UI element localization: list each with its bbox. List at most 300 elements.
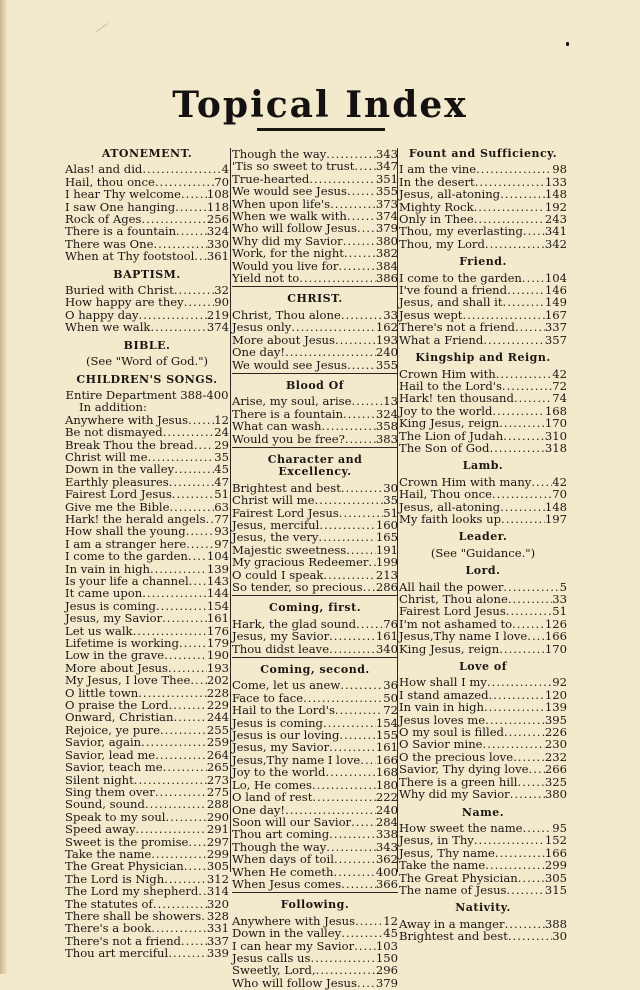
dot-leader [151, 922, 207, 934]
entry-number: 305 [544, 870, 567, 885]
entry-title: Thou, my everlasting [399, 224, 523, 239]
dot-leader [518, 776, 545, 788]
dot-leader [522, 272, 545, 284]
entry-number: 314 [206, 884, 229, 899]
entry-title: My Jesus, I love Thee [65, 673, 191, 688]
dot-leader [321, 420, 375, 432]
page-title: Topical Index [172, 84, 468, 126]
dot-leader [514, 392, 552, 404]
entry-number: 154 [375, 715, 398, 730]
entry-title: Away in a manger [399, 916, 505, 931]
entry-title: Rock of Ages [65, 212, 142, 227]
entry-number: 266 [544, 762, 567, 777]
entry-title: When at Thy footstool [65, 249, 195, 264]
entry-title: Jesus, and shall it [399, 295, 503, 310]
entry-number: 70 [214, 174, 229, 189]
dot-leader [485, 859, 545, 871]
dot-leader [179, 637, 207, 649]
entry-number: 70 [552, 487, 567, 502]
dot-leader [169, 699, 207, 711]
entry-number: 380 [544, 787, 567, 802]
dot-leader [163, 426, 215, 438]
entry-title: Is your life a channel [65, 574, 189, 588]
title-rule [257, 128, 385, 131]
entry-number: 340 [375, 641, 398, 656]
index-entry [65, 225, 229, 237]
entry-number: 166 [375, 752, 398, 767]
entry-title: O could I speak [232, 567, 324, 582]
entry-title: Break Thou the bread [65, 437, 194, 452]
index-entry [399, 788, 567, 800]
entry-title: Down in the valley [232, 926, 342, 941]
entry-number: 139 [206, 561, 229, 576]
index-entry [399, 884, 567, 896]
entry-number: 342 [544, 236, 567, 251]
index-entry [399, 442, 567, 454]
entry-title: Why did my Savior [232, 233, 343, 248]
entry-number: 104 [206, 549, 229, 564]
entry-number: 219 [206, 307, 229, 322]
entry-number: 50 [383, 690, 398, 705]
dot-leader [141, 736, 207, 748]
entry-number: 166 [544, 629, 567, 644]
section-heading: Kingship and Reign. [415, 351, 551, 365]
index-entry [399, 417, 567, 429]
index-entry [65, 736, 229, 748]
entry-title: Jesus, Thy name [399, 845, 495, 860]
entry-title: Jesus, my Savior [65, 611, 163, 626]
index-entry [232, 828, 398, 840]
index-entry [65, 761, 229, 773]
entry-title: Arise, my soul, arise [232, 394, 352, 409]
entry-number: 343 [375, 147, 398, 161]
index-entry [399, 392, 567, 404]
entry-number: 51 [383, 505, 398, 520]
entry-number: 244 [206, 710, 229, 725]
entry-title: I'm not ashamed to [399, 616, 513, 631]
index-entry [399, 630, 567, 642]
entry-title: So tender, so precious [232, 580, 363, 594]
entry-title: O happy day [65, 307, 139, 322]
entry-title: O little town [65, 685, 139, 700]
entry-title: Sound, sound [65, 797, 145, 812]
entry-title: When upon life's [232, 196, 331, 211]
entry-title: I saw One hanging [65, 199, 176, 214]
entry-number: 240 [375, 345, 398, 360]
entry-number: 30 [383, 480, 398, 495]
entry-number: 264 [206, 747, 229, 762]
entry-title: O praise the Lord [65, 698, 169, 713]
entry-title: O the precious love [399, 749, 514, 764]
entry-number: 243 [544, 212, 567, 227]
entry-number: 150 [375, 950, 398, 965]
entry-number: 170 [544, 416, 567, 431]
entry-title: Come, let us anew [232, 678, 341, 693]
entry-title: I can hear my Savior [232, 938, 355, 953]
entry-title: Sweetly, Lord, [232, 963, 316, 978]
entry-title: What can wash [232, 419, 322, 434]
entry-title: Jesus wept [399, 307, 463, 322]
entry-number: 148 [544, 187, 567, 202]
entry-title: Jesus only [232, 320, 292, 335]
index-entry [399, 163, 567, 175]
dot-leader [172, 488, 214, 500]
entry-number: 325 [544, 774, 567, 789]
entry-title: Let us walk [65, 623, 133, 638]
entry-number: 312 [206, 871, 229, 886]
entry-number: 30 [552, 929, 567, 944]
index-entry [232, 433, 398, 445]
dot-leader [176, 225, 207, 237]
entry-number: 161 [206, 611, 229, 626]
entry-title: Jesus, merciful [232, 517, 320, 532]
entry-number: 180 [375, 777, 398, 792]
index-entry [65, 823, 229, 835]
entry-title: Lifetime is working [65, 636, 179, 651]
entry-title: O Savior mine [399, 737, 483, 752]
entry-title: How shall I my [399, 675, 487, 690]
entry-number: 299 [206, 846, 229, 861]
dot-leader [351, 395, 383, 407]
entry-number: 95 [552, 820, 567, 835]
entry-title: Joy to the world [232, 765, 326, 780]
dot-leader [319, 519, 376, 531]
dot-leader [184, 860, 207, 872]
dot-leader [314, 494, 383, 506]
dot-leader [505, 918, 545, 930]
entry-number: 373 [375, 196, 398, 211]
index-entry [232, 878, 398, 890]
entry-title: Onward, Christian [65, 710, 174, 725]
entry-number: 355 [375, 357, 398, 372]
entry-title: There is a fountain [232, 406, 344, 421]
entry-number: 36 [383, 678, 398, 693]
entry-title: Silent night [65, 772, 134, 787]
section-heading: Lamb. [462, 459, 504, 473]
dot-leader [506, 605, 552, 617]
entry-title: I've found a friend [399, 283, 508, 298]
dot-leader [351, 816, 376, 828]
entry-title: My gracious Redeemer [232, 555, 369, 570]
entry-title: Yield not to [232, 271, 300, 286]
entry-number: 108 [206, 187, 229, 202]
entry-number: 320 [206, 896, 229, 911]
entry-title: Anywhere with Jesus [65, 412, 189, 427]
dot-leader [499, 417, 545, 429]
entry-title: Lo, He comes [232, 777, 312, 792]
entry-number: 305 [206, 859, 229, 874]
dot-leader [492, 488, 552, 500]
entry-number: 296 [375, 963, 398, 978]
entry-title: I come to the garden [399, 270, 522, 285]
index-entry [65, 321, 229, 333]
entry-number: 170 [544, 641, 567, 656]
dot-leader [338, 260, 375, 272]
section-rule [232, 286, 398, 287]
index-entry [65, 885, 229, 897]
index-entry [65, 188, 229, 200]
dot-leader [188, 836, 206, 848]
entry-number: 341 [544, 224, 567, 239]
entry-title: Christ, Thou alone [232, 307, 341, 322]
entry-number: 154 [206, 598, 229, 613]
index-entry [399, 296, 567, 308]
dot-leader [354, 160, 375, 172]
dot-leader [483, 738, 545, 750]
dot-leader [499, 643, 545, 655]
index-entry [65, 711, 229, 723]
entry-number: 395 [544, 712, 567, 727]
dot-leader [518, 872, 545, 884]
dot-leader [329, 741, 376, 753]
section-note: (See "Word of God.") [85, 354, 209, 369]
entry-number: 351 [375, 171, 398, 186]
entry-number: 362 [375, 852, 398, 867]
section-rule [232, 595, 398, 596]
entry-title: Only in Thee [399, 212, 474, 227]
entry-number: 229 [206, 698, 229, 713]
entry-title: Anywhere with Jesus [232, 913, 356, 928]
entry-title: The Lord is Nigh [65, 871, 165, 886]
entry-title: Alas! and did [65, 162, 143, 177]
entry-number: 42 [552, 474, 567, 489]
entry-number: 168 [375, 765, 398, 780]
entry-number: 288 [206, 797, 229, 812]
entry-title: The statutes of [65, 896, 153, 911]
entry-title: More about Jesus [232, 332, 335, 347]
index-entry [232, 395, 398, 407]
index-entry [232, 556, 398, 568]
index-entry [399, 334, 567, 346]
entry-title: Jesus is coming [65, 598, 156, 613]
index-entry [399, 488, 567, 500]
entry-title: Speed away [65, 822, 136, 837]
entry-number: 161 [375, 629, 398, 644]
dot-leader [164, 649, 207, 661]
index-entry [232, 346, 398, 358]
entry-number: 222 [375, 790, 398, 805]
entry-title: Joy to the world [399, 403, 493, 418]
entry-title: Thou didst leave [232, 641, 330, 656]
entry-number: 358 [375, 419, 398, 434]
dot-leader [335, 704, 383, 716]
entry-title: Earthly pleasures [65, 474, 169, 489]
entry-number: 331 [206, 921, 229, 936]
entry-number: 330 [206, 236, 229, 251]
dot-leader [325, 766, 375, 778]
entry-number: 166 [544, 845, 567, 860]
entry-title: Hark! ten thousand [399, 391, 514, 406]
section-subnote: In addition: [79, 400, 147, 415]
entry-title: Jesus is coming [232, 715, 323, 730]
index-entry [232, 185, 398, 197]
entry-title: Rejoice, ye pure [65, 722, 160, 737]
entry-number: 337 [544, 320, 567, 335]
entry-number: 139 [544, 700, 567, 715]
dot-leader [160, 724, 207, 736]
entry-title: Take the name [399, 858, 486, 873]
dot-leader [341, 878, 376, 890]
index-entry [232, 977, 398, 989]
entry-title: Jesus, my Savior [232, 740, 330, 755]
index-entry [65, 426, 229, 438]
dot-leader [188, 550, 207, 562]
entry-title: There's a book [65, 921, 152, 936]
entry-title: Buried with Christ [65, 283, 174, 298]
entry-number: 33 [552, 592, 567, 606]
entry-title: In vain in high [399, 700, 484, 715]
entry-number: 120 [544, 687, 567, 702]
dot-leader [484, 701, 545, 713]
entry-number: 286 [375, 580, 398, 594]
dot-leader [495, 847, 545, 859]
entry-number: 343 [375, 839, 398, 854]
dot-leader [343, 408, 376, 420]
entry-title: I stand amazed [399, 687, 489, 702]
entry-number: 35 [383, 493, 398, 508]
entry-number: 361 [206, 249, 229, 264]
entry-number: 228 [206, 685, 229, 700]
dot-leader [487, 676, 552, 688]
entry-title: In vain in high [65, 561, 150, 576]
entry-title: The Lord my shepherd [65, 884, 199, 899]
dot-leader [500, 501, 545, 513]
entry-title: Jesus,Thy name I love [232, 752, 361, 767]
section-heading: Nativity. [455, 901, 511, 915]
index-entry [399, 225, 567, 237]
entry-title: Would you be free? [232, 431, 345, 446]
dot-leader [504, 726, 545, 738]
entry-number: 118 [206, 199, 229, 214]
dot-leader [343, 235, 376, 247]
dot-leader [190, 674, 207, 686]
dot-leader [523, 225, 545, 237]
entry-number: 63 [214, 499, 229, 514]
entry-number: 149 [544, 295, 567, 310]
entry-number: 162 [375, 320, 398, 335]
dot-leader [142, 163, 221, 175]
index-entry [232, 420, 398, 432]
section-heading: CHILDREN'S SONGS. [76, 372, 218, 386]
dot-leader [162, 612, 207, 624]
entry-number: 98 [552, 162, 567, 177]
entry-title: The Son of God [399, 440, 490, 455]
entry-title: All hail the power [399, 579, 504, 594]
index-column-1 [65, 148, 229, 960]
entry-number: 379 [375, 221, 398, 236]
entry-number: 144 [206, 586, 229, 601]
entry-number: 76 [383, 616, 398, 631]
dot-leader [368, 556, 375, 568]
entry-title: How shall the young [65, 524, 186, 539]
dot-leader [334, 853, 376, 865]
section-heading: Character and Excellency. [267, 452, 363, 479]
index-entry [65, 947, 229, 959]
dot-leader [174, 463, 214, 475]
dot-leader [341, 927, 383, 939]
entry-number: 74 [552, 391, 567, 406]
dot-leader [136, 823, 207, 835]
dot-leader [194, 439, 215, 451]
dot-leader [355, 915, 383, 927]
index-entry [65, 612, 229, 624]
entry-number: 382 [375, 246, 398, 261]
dot-leader [508, 593, 552, 605]
entry-number: 374 [375, 209, 398, 224]
dot-leader [485, 238, 545, 250]
entry-number: 193 [375, 332, 398, 347]
dot-leader [194, 250, 207, 262]
index-entry [65, 649, 229, 661]
index-entry [65, 463, 229, 475]
entry-title: Hail, thou once [65, 174, 155, 189]
entry-number: 12 [214, 412, 229, 427]
entry-title: Sweet is the promise [65, 834, 189, 849]
entry-number: 339 [206, 946, 229, 961]
dot-leader [312, 779, 376, 791]
entry-number: 160 [375, 517, 398, 532]
entry-number: 192 [544, 199, 567, 214]
entry-title: Brightest and best [399, 929, 508, 944]
entry-title: Jesus is our loving [232, 728, 340, 743]
index-entry [232, 630, 398, 642]
index-entry [65, 674, 229, 686]
entry-number: 45 [383, 926, 398, 941]
entry-title: We would see Jesus [232, 357, 347, 372]
entry-title: Savior, teach me [65, 760, 163, 775]
entry-number: 324 [375, 406, 398, 421]
entry-title: The Great Physician [65, 859, 184, 874]
entry-title: How happy are they [65, 295, 184, 310]
index-entry [65, 163, 229, 175]
entry-title: Majestic sweetness [232, 542, 347, 557]
entry-number: 290 [206, 809, 229, 824]
index-column-3 [399, 148, 567, 943]
entry-title: Why did my Savior [399, 787, 510, 802]
dot-leader [489, 689, 545, 701]
entry-number: 256 [206, 212, 229, 227]
section-heading: ATONEMENT. [101, 147, 193, 160]
entry-number: 366 [375, 876, 398, 891]
entry-number: 133 [544, 174, 567, 189]
entry-title: One day! [232, 345, 286, 360]
dot-leader [155, 786, 207, 798]
entry-title: Jesus, in Thy [399, 833, 474, 848]
entry-number: 226 [544, 725, 567, 740]
entry-title: Soon will our Savior [232, 814, 352, 829]
entry-number: 190 [206, 648, 229, 663]
dot-leader [357, 222, 376, 234]
entry-number: 337 [206, 933, 229, 948]
section-heading: Friend. [459, 255, 507, 269]
entry-number: 143 [206, 574, 229, 588]
dot-leader [492, 405, 544, 417]
entry-number: 232 [544, 749, 567, 764]
dot-leader [345, 433, 376, 445]
entry-title: One day! [232, 802, 286, 817]
dot-leader [474, 834, 545, 846]
entry-number: 77 [214, 511, 229, 526]
entry-number: 92 [552, 675, 567, 690]
index-entry [399, 859, 567, 871]
dot-leader [188, 414, 214, 426]
entry-title: O my soul is filled [399, 725, 504, 740]
dot-leader [329, 630, 376, 642]
entry-title: When we walk with [232, 209, 347, 224]
page-edge [0, 0, 7, 974]
index-entry [65, 798, 229, 810]
dot-leader [181, 935, 207, 947]
